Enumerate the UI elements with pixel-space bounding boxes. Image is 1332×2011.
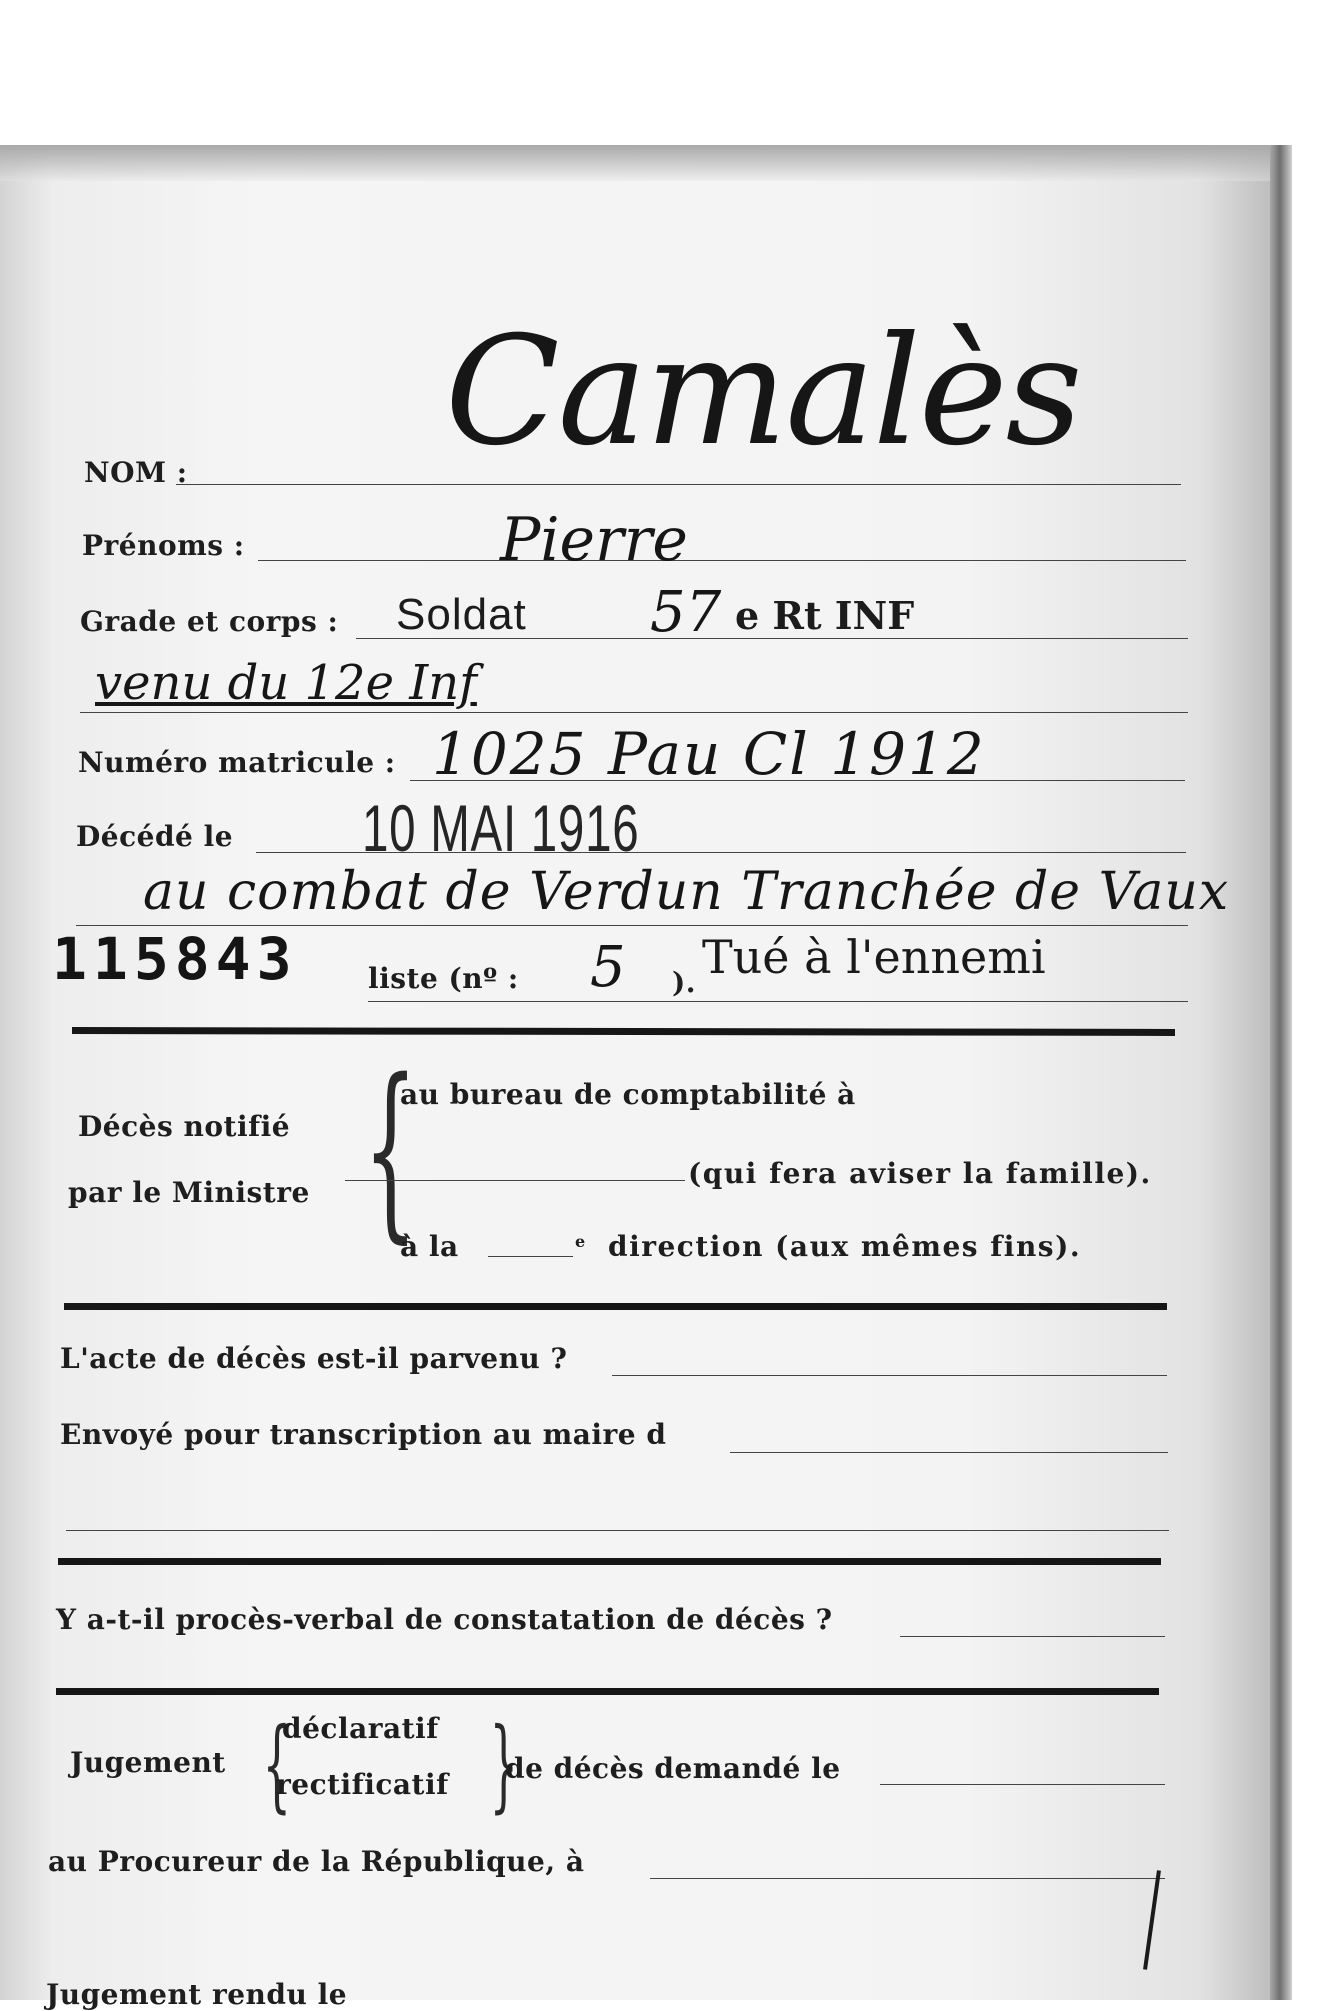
demande-label: de décès demandé le	[505, 1752, 841, 1785]
brace-jugement-left: {	[262, 1706, 292, 1823]
prenoms-value: Pierre	[500, 505, 688, 575]
liste-label: liste (nº :	[368, 962, 519, 995]
record-number: 115843	[52, 925, 298, 993]
envoye-line-2	[66, 1530, 1169, 1531]
matricule-label: Numéro matricule :	[78, 746, 396, 779]
direction-a-la: à la	[400, 1230, 459, 1263]
date-deces-stamp: 10 MAI 1916	[362, 791, 640, 865]
venu-du-value: venu du 12e Inf	[95, 655, 477, 711]
jugement-rendu-label: Jugement rendu le	[46, 1978, 348, 2011]
decede-label: Décédé le	[76, 820, 234, 853]
acte-line	[612, 1375, 1167, 1376]
lieu-deces-value: au combat de Verdun Tranchée de Vaux	[143, 862, 1230, 922]
regiment-number: 57	[650, 580, 722, 645]
grade-label: Grade et corps :	[80, 605, 339, 638]
separator-3	[58, 1558, 1161, 1565]
declaratif-label: déclaratif	[282, 1712, 439, 1745]
matricule-value: 1025 Pau Cl 1912	[432, 720, 986, 788]
envoye-line	[730, 1452, 1168, 1453]
nom-value: Camalès	[445, 305, 1081, 479]
cause-line	[368, 1001, 1188, 1002]
grade-value: Soldat	[396, 590, 527, 639]
par-le-ministre-label: par le Ministre	[68, 1176, 310, 1209]
regiment-suffix: e Rt INF	[735, 593, 915, 638]
separator-2	[64, 1303, 1167, 1310]
prenoms-line	[258, 560, 1186, 561]
acte-label: L'acte de décès est-il parvenu ?	[60, 1342, 568, 1375]
liste-number: 5	[590, 935, 626, 1000]
direction-line	[488, 1256, 573, 1257]
demande-line	[880, 1784, 1165, 1785]
brace-notifie: {	[363, 1039, 418, 1260]
bureau-label: au bureau de comptabilité à	[400, 1078, 856, 1111]
bureau-line	[345, 1180, 685, 1181]
jugement-label: Jugement	[70, 1746, 226, 1779]
nom-line	[176, 484, 1181, 485]
card-edge-shadow	[1270, 145, 1292, 2000]
prenoms-label: Prénoms :	[82, 529, 245, 562]
direction-label: direction (aux mêmes fins).	[608, 1230, 1082, 1263]
brace-jugement-right: }	[489, 1706, 519, 1823]
nom-label: NOM :	[84, 456, 188, 489]
separator-4	[56, 1688, 1159, 1695]
aviser-label: (qui fera aviser la famille).	[688, 1157, 1152, 1190]
procureur-line	[650, 1878, 1165, 1879]
direction-sup: e	[575, 1232, 586, 1251]
rectificatif-label: rectificatif	[276, 1768, 449, 1801]
deces-notifie-label: Décès notifié	[78, 1110, 291, 1143]
procureur-label: au Procureur de la République, à	[48, 1845, 585, 1878]
proces-label: Y a-t-il procès-verbal de constatation de décès ?	[56, 1603, 833, 1636]
venu-line	[80, 712, 1188, 713]
proces-line	[900, 1636, 1165, 1637]
liste-close: ).	[672, 966, 696, 999]
envoye-label: Envoyé pour transcription au maire d	[60, 1418, 667, 1451]
cause-stamp: Tué à l'ennemi	[702, 930, 1046, 984]
